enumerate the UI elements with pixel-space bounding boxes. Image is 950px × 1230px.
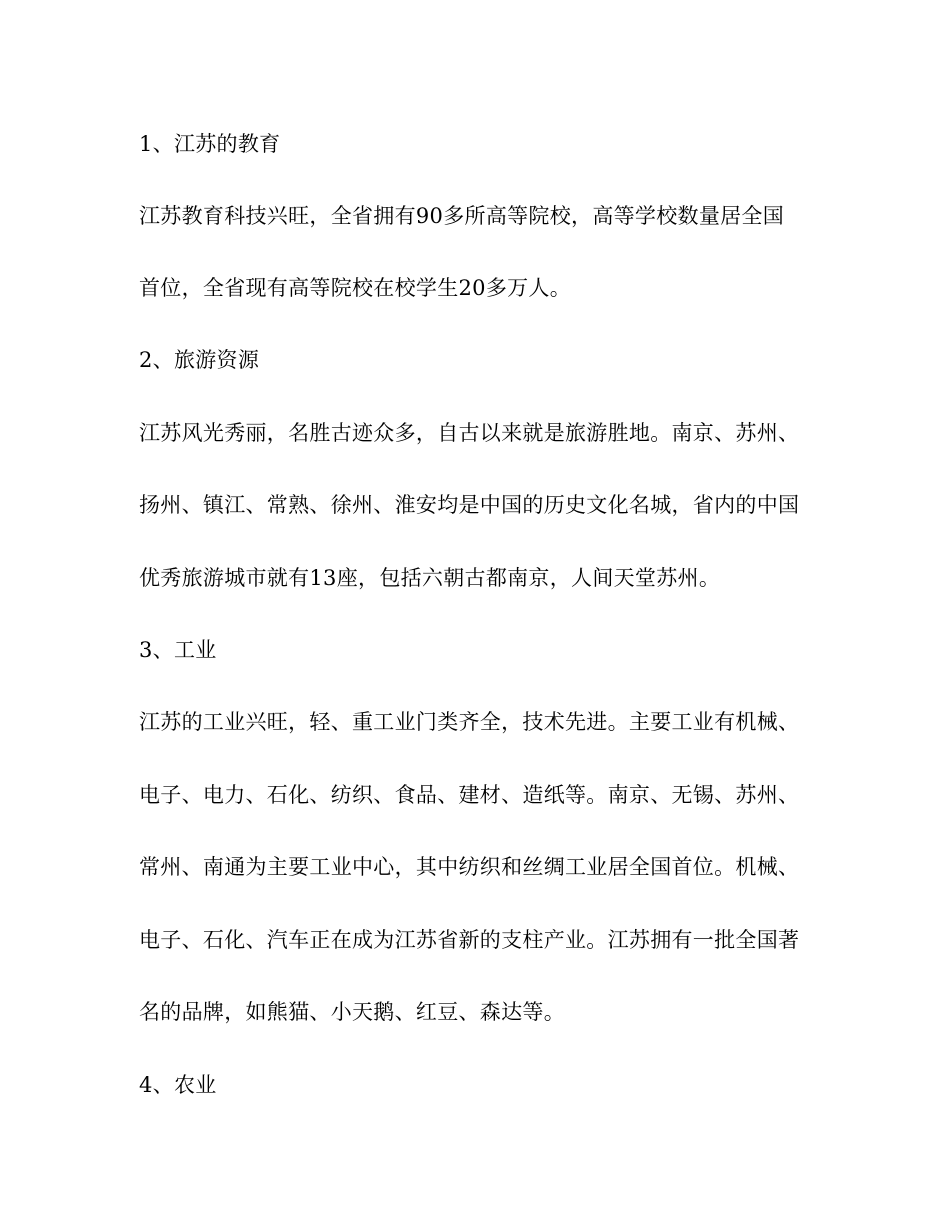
section-heading-education: 1、江苏的教育 bbox=[139, 132, 281, 156]
paragraph-line: 江苏的工业兴旺，轻、重工业门类齐全，技术先进。主要工业有机械、 bbox=[139, 710, 800, 734]
paragraph-line: 电子、电力、石化、纺织、食品、建材、造纸等。南京、无锡、苏州、 bbox=[139, 783, 800, 807]
paragraph-line: 首位，全省现有高等院校在校学生20多万人。 bbox=[139, 276, 572, 300]
paragraph-line: 优秀旅游城市就有13座，包括六朝古都南京，人间天堂苏州。 bbox=[139, 566, 721, 590]
paragraph-line: 扬州、镇江、常熟、徐州、淮安均是中国的历史文化名城，省内的中国 bbox=[139, 493, 800, 517]
section-heading-industry: 3、工业 bbox=[139, 638, 217, 662]
paragraph-line: 电子、石化、汽车正在成为江苏省新的支柱产业。江苏拥有一批全国著 bbox=[139, 928, 800, 952]
section-heading-tourism: 2、旅游资源 bbox=[139, 348, 260, 372]
paragraph-line: 常州、南通为主要工业中心，其中纺织和丝绸工业居全国首位。机械、 bbox=[139, 855, 800, 879]
section-heading-agriculture: 4、农业 bbox=[139, 1073, 217, 1097]
paragraph-line: 江苏风光秀丽，名胜古迹众多，自古以来就是旅游胜地。南京、苏州、 bbox=[139, 421, 800, 445]
paragraph-line: 名的品牌，如熊猫、小天鹅、红豆、森达等。 bbox=[139, 1000, 565, 1024]
paragraph-line: 江苏教育科技兴旺，全省拥有90多所高等院校，高等学校数量居全国 bbox=[139, 204, 785, 228]
